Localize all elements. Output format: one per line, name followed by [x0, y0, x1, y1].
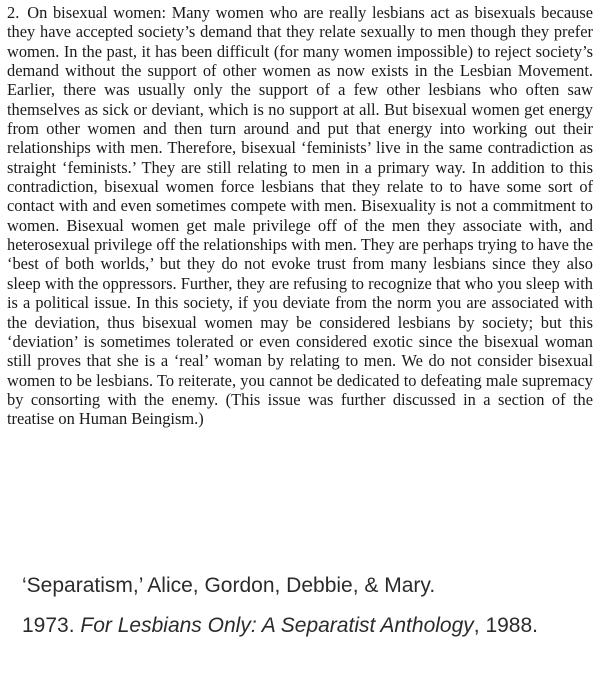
citation-authors: ‘Separatism,’ Alice, Gordon, Debbie, & Mary.: [22, 574, 436, 597]
excerpt-body: On bisexual women: Many women who are really lesbians act as bisexuals because they have accepted society’s demand that they relate sexually to men though they prefer women. In the past, it has been difficult (for many women impossible) to reject society’s demand without the support of other women as now exists in the Lesbian Movement. Earlier, there was usually only the support of a few other lesbians who often saw themselves as sick or deviant, which is no support at all. But bisexual women get energy from other women and then turn around and put that energy into working out their relationships with men. Therefore, bisexual ‘feminists’ live in the same contradiction as straight ‘feminists.’ They are still relating to men in a primary way. In addition to this contradiction, bisexual women force lesbians that they relate to to have some sort of contact with and even sometimes compete with men. Bisexuality is not a commitment to women. Bisexual women get male privilege off of the men they associate with, and heterosexual privilege off the relationships with men. They are perhaps trying to have the ‘best of both worlds,’ but they do not evoke trust from many lesbians since they also sleep with the oppressors. Further, they are refusing to recognize that who you sleep with is a political issue. In this society, if you deviate from the norm you are associated with the deviation, thus bisexual women may be considered lesbians by society; but this ‘deviation’ is sometimes tolerated or even considered exotic since the bisexual woman still proves that she is a ‘real’ woman by relating to men. We do not consider bisexual women to be lesbians. To reiterate, you cannot be dedicated to defeating male supremacy by consorting with the enemy. (This issue was further discussed in a section of the treatise on Human Beingism.): [7, 3, 593, 429]
citation-year: 1973.: [22, 614, 75, 637]
citation-pub-year: , 1988.: [473, 614, 539, 637]
item-number: 2.: [7, 3, 20, 22]
excerpt-paragraph: [7, 3, 593, 429]
citation-caption: [22, 566, 582, 646]
citation-title: For Lesbians Only: A Separatist Anthology: [80, 614, 474, 637]
